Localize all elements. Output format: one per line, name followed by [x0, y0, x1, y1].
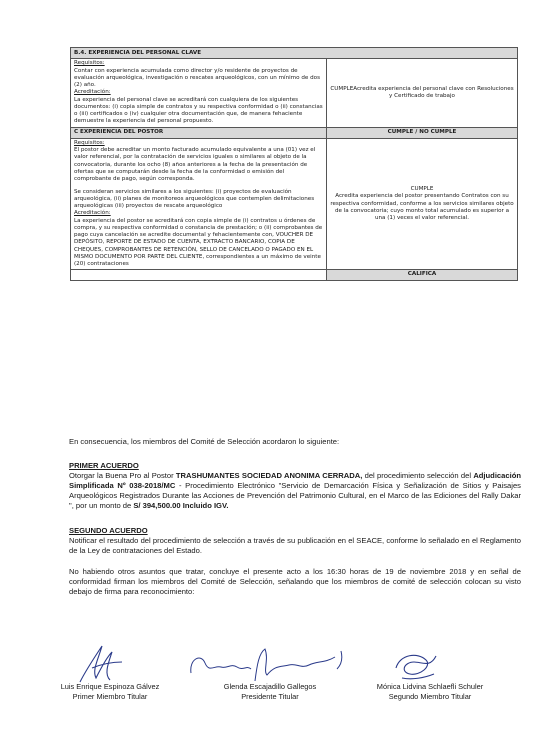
- award-amount: S/ 394,500.00 Incluido IGV.: [133, 501, 229, 511]
- c-header-row: [71, 127, 518, 138]
- c-result-cell: [327, 138, 518, 270]
- b4-acred-text: La experiencia del personal clave se acreditará con cualquiera de los siguientes documentos: (i) copia simple de contratos y su respectiva conformidad o (ii) constancias o (iii) certificados o (iv) cualquier otra documentación que, de manera fehaciente demuestre la experiencia del personal propuesto.: [74, 96, 323, 125]
- winner-name: TRASHUMANTES SOCIEDAD ANONIMA CERRADA,: [175, 471, 363, 481]
- b4-requirements-cell: [71, 59, 327, 127]
- signer-1-name: Luis Enrique Espinoza Gálvez: [60, 682, 160, 691]
- c-result-title: CUMPLE: [410, 186, 434, 193]
- acuerdo2-text: Notificar el resultado del procedimiento de selección a través de su publicación en el SEACE, conforme lo señalado en el Reglamento de la Ley de contrataciones del Estado.: [69, 536, 521, 556]
- c-status-header: CUMPLE / NO CUMPLE: [327, 127, 518, 138]
- b4-content-row: [71, 59, 518, 127]
- signature-scribble-3: [390, 648, 440, 684]
- c-similar-text: Se consideran servicios similares a los siguientes: (i) proyectos de evaluación arqueológica, (ii) planes de monitoreos arqueológicos que contemplen delimitaciones arqueológicas (iii) proyectos de rescate arqueológico: [74, 188, 315, 210]
- primer-acuerdo: [69, 461, 521, 511]
- c-title: C EXPERIENCIA DEL POSTOR: [71, 127, 327, 138]
- c-acred-text: La experiencia del postor se acreditará con copia simple de (i) contratos u órdenes de compra, y su respectiva conformidad o constancia de prestación; o (ii) comprobantes de pago cuya cancelación se acredite documental y fehacientemente con, VOUCHER DE DEPÓSITO, REPORTE DE ESTADO DE CUENTA, EXTRACTO BANCARIO, COPIA DE CHEQUES, COMPROBANTES DE RETENCIÓN, SELLO DE CANCELADO O PAGADO EN EL MISMO DOCUMENTO POR PARTE DEL CLIENTE, correspondientes a un máximo de veinte (20) contrataciones: [74, 217, 323, 268]
- c-acred-label: Acreditación:: [74, 210, 111, 217]
- signer-2-role: Presidente Titular: [241, 691, 299, 701]
- b4-title: B.4. EXPERIENCIA DEL PERSONAL CLAVE: [71, 48, 518, 59]
- signer-1-role: Primer Miembro Titular: [72, 691, 148, 701]
- signer-3-name: Mónica Lidvina Schlaefli Schuler: [376, 682, 484, 691]
- segundo-acuerdo-heading: SEGUNDO ACUERDO: [69, 526, 148, 535]
- c-content-row: [71, 138, 518, 270]
- b4-req-text: Contar con experiencia acumulada como director y/o residente de proyectos de evaluación arqueológica, investigación o rescates arqueológicos, con un mínimo de dos (2) año.: [74, 67, 320, 89]
- c-result-text: Acredita experiencia del postor presentando Contratos con su respectiva conformidad, conforme a los servicios similares objeto de la convocatoria; cuyo monto total acumulado es superior a una (1) veces el valor referencial.: [330, 193, 514, 222]
- signature-block-2: [200, 682, 340, 701]
- c-califica-row: [71, 270, 518, 280]
- evaluation-table: [70, 47, 518, 281]
- acuerdo1-text-2: del procedimiento selección del: [362, 471, 474, 481]
- califica-badge: CALIFICA: [327, 270, 518, 280]
- acuerdo1-text-1: Otorgar la Buena Pro al Postor: [69, 471, 176, 481]
- acuerdo1-text-3: - Procedimiento Electrónico "Servicio de Demarcación Física y Señalización de Sitios y Paisajes Arqueológicos Registrados Durante las Acciones de Prevención del Patrimonio Cultural, en el Marco de las Ediciones del Rally Dakar ", por un monto de: [69, 481, 521, 511]
- c-req-text: El postor debe acreditar un monto facturado acumulado equivalente a una (01) vez el valor referencial, por la contratación de servicios iguales o similares al objeto de la convocatoria, durante los ocho (8) años anteriores a la fecha de la presentación de ofertas que se computarán desde la fecha de la conformidad o emisión del comprobante de pago, según corresponda.: [74, 147, 316, 183]
- signature-block-3: [355, 682, 505, 701]
- closing-paragraph: No habiendo otros asuntos que tratar, concluye el presente acto a los 16:30 horas de 19 de noviembre 2018 y en señal de conformidad firman los miembros del Comité de Selección, señalando que los miembros de comité de selección colocan su visto debajo de firma para reconocimiento:: [69, 567, 521, 597]
- b4-header-row: [71, 48, 518, 59]
- c-requirements-cell: [71, 138, 327, 270]
- b4-result-cell: CUMPLEAcredita experiencia del personal clave con Resoluciones y Certificado de trabajo: [327, 59, 518, 127]
- signature-scribble-2: [185, 645, 360, 685]
- primer-acuerdo-heading: PRIMER ACUERDO: [69, 461, 139, 470]
- procedure-number: Adjudicación Simplificada Nº 038-2018/MC: [69, 471, 521, 491]
- b4-acred-label: Acreditación:: [74, 89, 111, 96]
- signature-scribble-1: [72, 640, 132, 685]
- c-req-label: Requisitos:: [74, 139, 105, 146]
- signature-block-1: [45, 682, 175, 701]
- segundo-acuerdo: [69, 526, 521, 556]
- intro-paragraph: En consecuencia, los miembros del Comité de Selección acordaron lo siguiente:: [69, 437, 340, 446]
- signer-3-role: Segundo Miembro Titular: [388, 691, 472, 701]
- signer-2-name: Glenda Escajadillo Gallegos: [223, 682, 317, 691]
- b4-req-label: Requisitos:: [74, 60, 105, 67]
